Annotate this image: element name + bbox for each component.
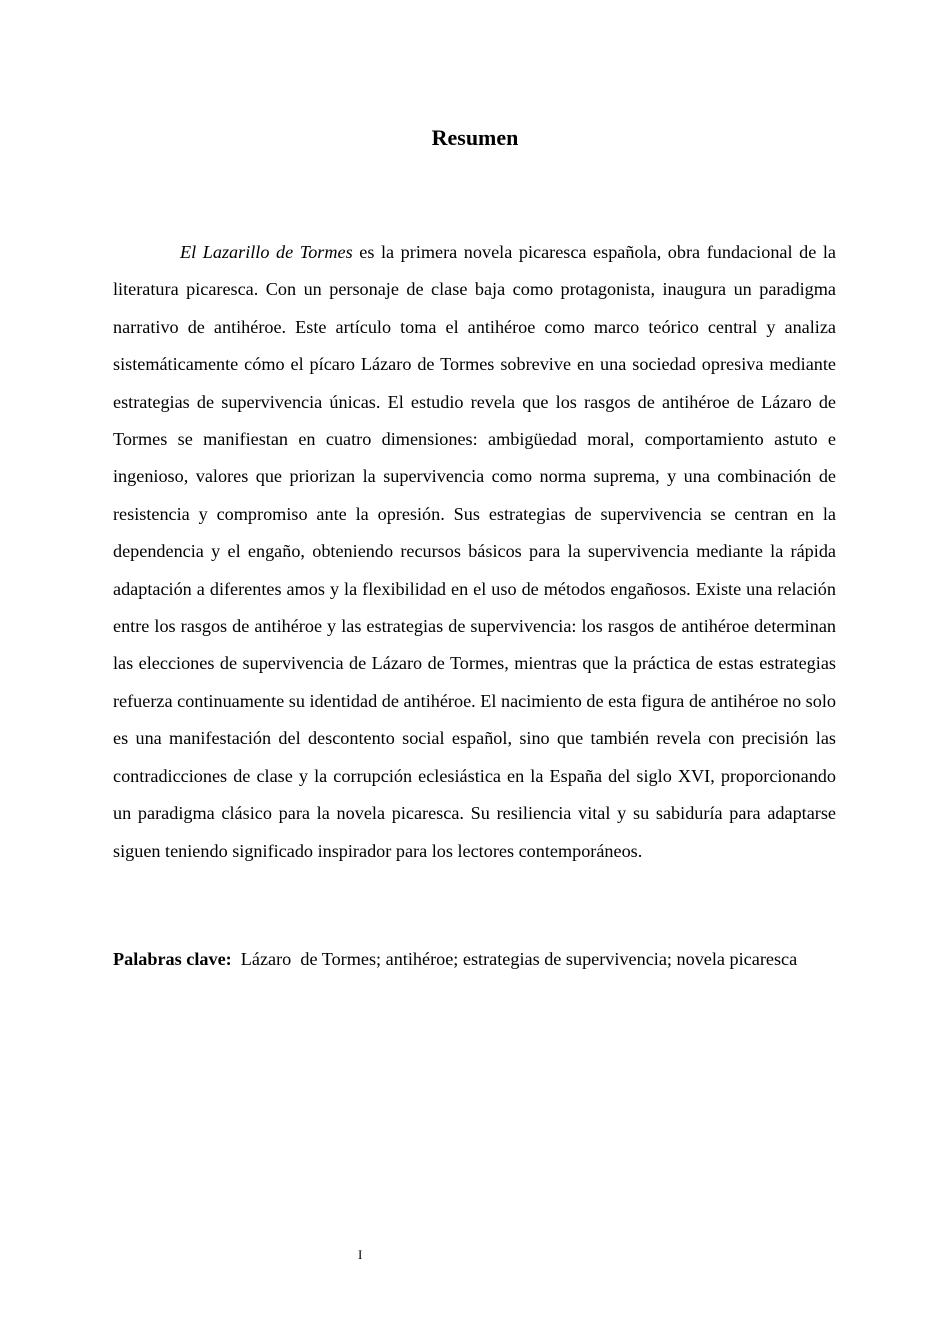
abstract-text: es la primera novela picaresca española, obra fundacional de la literatura picaresca. Con un personaje de clase baja como protagonista, inaugura un paradigma narrativo de antihéroe. Este artículo toma el antihéroe como marco teórico central y analiza sistemáticamente cómo el pícaro Lázaro de Tormes sobrevive en una sociedad opresiva mediante estrategias de supervivencia únicas. El estudio revela que los rasgos de antihéroe de Lázaro de Tormes se manifiestan en cuatro dimensiones: ambigüedad moral, comportamiento astuto e ingenioso, valores que priorizan la supervivencia como norma suprema, y una combinación de resistencia y compromiso ante la opresión. Sus estrategias de supervivencia se centran en la dependencia y el engaño, obteniendo recursos básicos para la supervivencia mediante la rápida adaptación a diferentes amos y la flexibilidad en el uso de métodos engañosos. Existe una relación entre los rasgos de antihéroe y las estrategias de supervivencia: los rasgos de antihéroe determinan las elecciones de supervivencia de Lázaro de Tormes, mientras que la práctica de estas estrategias refuerza continuamente su identidad de antihéroe. El nacimiento de esta figura de antihéroe no solo es una manifestación del descontento social español, sino que también revela con precisión las contradicciones de clase y la corrupción eclesiástica en la España del siglo XVI, proporcionando un paradigma clásico para la novela picaresca. Su resiliencia vital y su sabiduría para adaptarse siguen teniendo significado inspirador para los lectores contemporáneos.	[113, 242, 836, 861]
page-title: Resumen	[431, 125, 519, 150]
page-number: I	[358, 1247, 363, 1262]
keywords-line	[113, 941, 843, 978]
keywords-label: Palabras clave:	[113, 949, 232, 969]
abstract-paragraph	[113, 234, 836, 870]
keywords-text: Lázaro de Tormes; antihéroe; estrategias de supervivencia; novela picaresca	[231, 949, 798, 969]
work-title: El Lazarillo de Tormes	[180, 242, 353, 262]
